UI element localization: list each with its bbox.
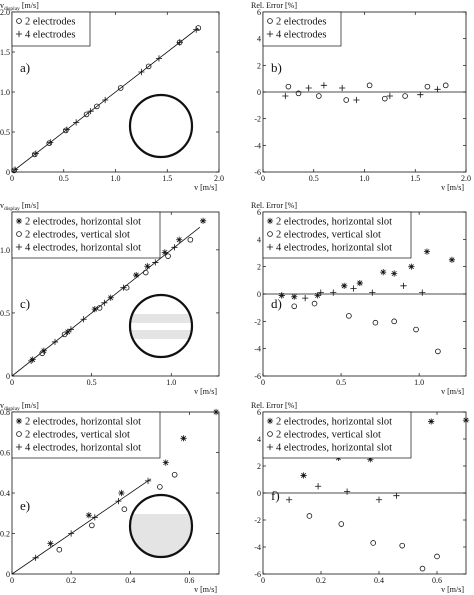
data-point-star [341,283,347,289]
data-point-circle [367,83,372,88]
y-axis-label-sub: display [4,206,20,212]
x-axis-label: v [m/s] [441,585,464,594]
series-1 [292,301,440,354]
data-point-circle [403,94,408,99]
slot-shading-lower [130,330,192,339]
y-tick-label: 0.6 [0,448,10,458]
data-point-circle [292,304,297,309]
data-point-circle [286,84,291,89]
legend-marker-star [267,218,273,224]
y-tick-label: 2 [257,462,261,471]
data-point-circle [420,566,425,571]
legend-label: 4 electrodes, horizontal slot [276,242,393,254]
panel-c [0,201,219,396]
data-point-circle [371,541,376,546]
y-tick-label: 6 [257,8,261,17]
data-point-plus [434,86,440,92]
data-point-plus [315,483,321,489]
data-point-star [357,280,363,286]
panel-f [251,401,469,594]
y-axis-label-unit: [m/s] [19,401,39,410]
data-point-star [391,270,397,276]
data-point-circle [122,507,127,512]
data-point-star [108,295,114,301]
legend-label: 4 electrodes, horizontal slot [25,242,142,254]
x-tick-label: 1.0 [166,378,177,387]
x-axis-label: v [m/s] [194,387,217,396]
x-tick-label: 0 [261,378,265,387]
data-point-plus [282,93,288,99]
panel-a [0,1,224,192]
data-point-star [163,460,169,466]
y-axis-label-unit: [m/s] [19,201,39,210]
y-tick-label: 6 [257,208,261,217]
legend-label: 2 electrodes, horizontal slot [276,416,393,428]
legend [263,12,341,46]
x-tick-label: 0.5 [58,174,69,183]
data-point-circle [435,554,440,559]
data-point-plus [400,283,406,289]
y-axis-label-main: v [0,201,4,210]
data-point-circle [392,319,397,324]
y-tick-label: 0 [6,570,10,579]
legend-label: 2 electrodes, vertical slot [25,229,130,241]
y-tick-label: 0.5 [0,308,10,318]
data-point-plus [145,478,151,484]
data-point-star [47,541,53,547]
legend-label: 4 electrodes [276,29,327,41]
data-point-circle [346,313,351,318]
legend-label: 2 electrodes, vertical slot [276,429,381,441]
legend-label: 2 electrodes, horizontal slot [25,416,142,428]
data-point-circle [172,472,177,477]
legend [263,412,411,458]
y-axis-label-main: Rel. Error [%] [251,1,297,10]
x-tick-label: 0.6 [432,576,442,585]
x-tick-label: 0 [10,174,14,183]
pipe-cross-section-icon [130,495,192,557]
data-point-star [315,292,321,298]
y-tick-label: 1.0 [0,88,10,97]
data-point-plus [92,514,98,520]
y-tick-label: 1.5 [0,48,10,57]
data-point-plus [350,285,356,291]
legend-marker-star [16,418,22,424]
y-tick-label: 4 [257,435,261,444]
y-axis-label-main: Rel. Error [%] [251,201,297,210]
y-axis-label-unit: [m/s] [19,1,39,10]
x-tick-label: 1.0 [359,174,370,183]
data-point-star [213,409,219,415]
series-1 [307,514,439,571]
y-tick-label: -6 [254,372,261,381]
legend [12,412,160,458]
y-tick-label: 2 [257,262,261,272]
legend-label: 4 electrodes, horizontal slot [276,442,393,454]
legend [263,212,411,258]
y-tick-label: 4 [257,235,261,245]
data-point-star [144,263,150,269]
data-point-star [449,257,455,263]
data-point-circle [435,349,440,354]
y-axis-label-main: v [0,401,4,410]
data-point-plus [353,97,359,103]
y-axis-label-main: v [0,1,4,10]
y-tick-label: 0.2 [0,529,10,539]
panel-label: e) [20,498,31,513]
x-tick-label: 0 [10,378,14,387]
data-point-plus [387,93,393,99]
data-point-plus [417,92,423,98]
y-tick-label: -4 [254,141,261,151]
data-point-star [200,218,206,224]
y-tick-label: -6 [254,168,261,177]
legend-label: 2 electrodes, vertical slot [276,229,381,241]
data-point-star [424,249,430,255]
y-tick-label: 6 [257,408,261,417]
data-point-circle [307,514,312,519]
y-tick-label: 0 [6,168,10,177]
data-point-plus [286,497,292,503]
y-tick-label: 0 [257,290,261,299]
y-axis-label [0,1,39,12]
data-point-star [176,237,182,243]
data-point-plus [306,85,312,91]
pipe-cross-section-icon [130,295,192,357]
x-tick-label: 0.4 [125,576,136,585]
y-axis-label-sub: display [4,406,20,412]
x-tick-label: 0 [261,576,265,585]
data-point-circle [312,301,317,306]
data-point-circle [400,543,405,548]
data-point-star [180,435,186,441]
legend-label: 2 electrodes, vertical slot [25,429,130,441]
data-point-plus [33,555,39,561]
x-tick-label: 0.6 [184,576,195,585]
legend [12,212,160,258]
data-point-star [162,249,168,255]
data-point-star [428,418,434,424]
data-point-plus [339,85,345,91]
y-tick-label: 0 [6,372,10,381]
data-point-star [118,490,124,496]
x-tick-label: 1.5 [162,174,173,183]
x-axis-label: v [m/s] [441,387,464,396]
x-tick-label: 0.2 [66,576,77,585]
y-tick-label: -2 [254,114,261,124]
panel-b [251,1,471,192]
data-point-plus [376,497,382,503]
y-axis-label [251,201,297,210]
panel-label: d) [271,296,282,311]
x-tick-label: 0.4 [374,576,384,585]
series-0 [286,83,448,102]
legend-label: 2 electrodes, horizontal slot [276,216,393,228]
legend-label: 4 electrodes, horizontal slot [25,442,142,454]
series-2 [279,283,426,302]
y-axis-label-sub: display [4,6,20,12]
data-point-circle [316,94,321,99]
data-point-plus [369,290,375,296]
x-tick-label: 0.5 [308,174,319,183]
data-point-circle [443,83,448,88]
y-tick-label: 0 [257,489,261,498]
y-tick-label: 2 [257,61,261,71]
y-tick-label: -4 [254,543,261,552]
data-point-star [301,472,307,478]
data-point-plus [419,290,425,296]
data-point-plus [393,493,399,499]
data-point-star [463,417,469,423]
data-point-circle [188,237,193,242]
panel-label: a) [20,60,31,75]
panel-d [251,201,466,396]
data-point-star [291,294,297,300]
y-axis-label [251,401,297,410]
y-tick-label: 4 [257,34,261,44]
data-point-circle [157,485,162,490]
x-tick-label: 0 [10,576,14,585]
y-tick-label: 2.0 [0,8,10,17]
y-tick-label: -2 [254,317,261,327]
x-tick-label: 0.5 [336,378,347,387]
data-point-circle [166,254,171,259]
x-tick-label: 0.2 [316,576,326,585]
slot-shading-upper [130,314,192,323]
data-point-plus [344,489,350,495]
data-point-star [408,264,414,270]
x-tick-label: 0 [261,174,265,183]
legend-label: 4 electrodes [25,29,76,41]
data-point-plus [68,530,74,536]
data-point-circle [57,547,62,552]
data-point-circle [382,96,387,101]
legend-label: 2 electrodes [25,16,76,28]
series-1 [282,82,440,103]
data-point-circle [425,84,430,89]
x-tick-label: 2.0 [461,174,471,183]
x-tick-label: 1.0 [414,378,425,387]
y-tick-label: -6 [254,570,261,579]
y-tick-label: 0.4 [0,489,10,498]
data-point-star [86,512,92,518]
x-tick-label: 1.5 [410,174,421,183]
y-tick-label: -4 [254,344,261,354]
y-tick-label: 1.0 [0,245,10,255]
y-tick-label: -2 [254,516,261,525]
y-tick-label: 0.5 [0,128,10,137]
x-tick-label: 1.0 [110,174,121,183]
data-point-circle [344,98,349,103]
data-point-circle [414,327,419,332]
data-point-star [380,269,386,275]
legend-marker-star [267,418,273,424]
x-tick-label: 2.0 [214,174,224,183]
y-axis-label-main: Rel. Error [%] [251,401,297,410]
panel-label: b) [271,60,282,75]
legend-marker-star [16,218,22,224]
y-axis-label [0,401,39,412]
panel-e [0,401,219,594]
panel-label: c) [20,296,31,311]
data-point-plus [115,498,121,504]
data-point-plus [321,82,327,88]
pipe-cross-section-icon [130,95,192,157]
data-point-circle [89,523,94,528]
data-point-circle [143,270,148,275]
x-tick-label: 0.5 [86,378,97,387]
panel-label: f) [271,488,280,503]
data-point-circle [339,522,344,527]
data-point-plus [330,290,336,296]
data-point-star [30,357,36,363]
x-axis-label: v [m/s] [194,585,217,594]
legend-label: 2 electrodes, horizontal slot [25,216,142,228]
data-point-circle [373,320,378,325]
legend [12,12,90,46]
x-axis-label: v [m/s] [194,183,217,192]
data-point-star [133,272,139,278]
y-axis-label [0,201,39,212]
x-axis-label: v [m/s] [441,183,464,192]
y-tick-label: 0.8 [0,408,10,417]
y-tick-label: 0 [257,88,261,97]
legend-label: 2 electrodes [276,16,327,28]
slot-shading-bottom [130,514,192,557]
data-point-plus [302,295,308,301]
y-axis-label [251,1,297,10]
